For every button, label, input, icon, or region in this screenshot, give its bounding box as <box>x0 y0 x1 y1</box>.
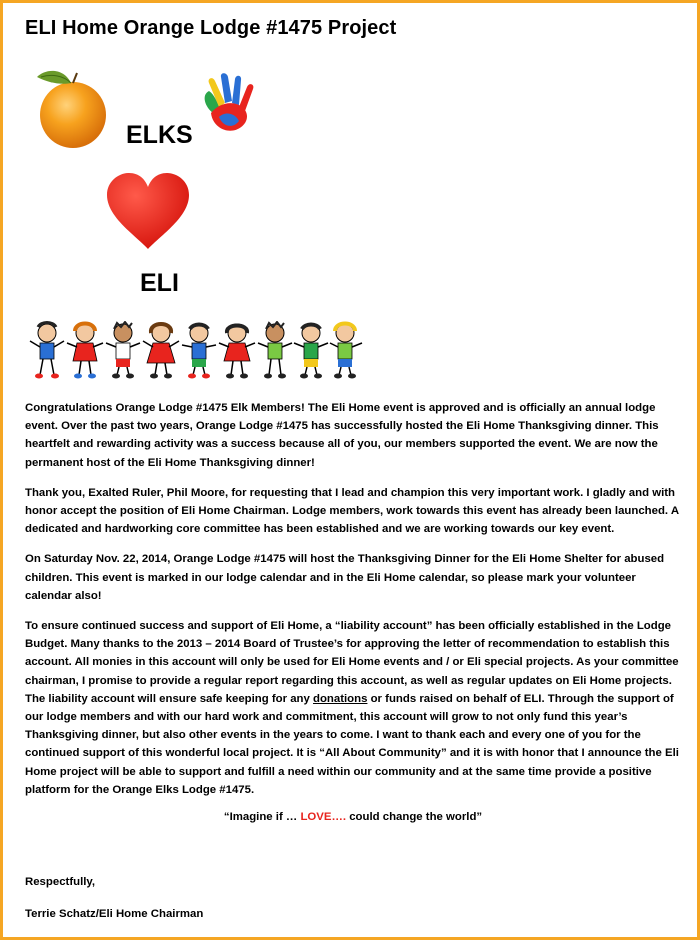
quote-text: “Imagine if … <box>223 811 301 823</box>
signature: Terrie Schatz/Eli Home Chairman <box>25 908 204 920</box>
handprint-icon <box>195 73 259 139</box>
word-elks: ELKS <box>126 121 193 149</box>
child-figure <box>294 324 328 379</box>
word-eli: ELI <box>140 269 179 297</box>
letter-body <box>25 399 685 811</box>
paragraph-liability-account <box>25 617 685 799</box>
closing-salutation: Respectfully, <box>25 876 96 888</box>
child-figure <box>219 324 255 379</box>
donations-link-text: donations <box>313 692 368 705</box>
page-title: ELI Home Orange Lodge #1475 Project <box>25 17 397 39</box>
paragraph-text: To ensure continued success and support of Eli Home, a “liability account” has been officially established in the Lodge Budget. Many thanks to the 2013 – 2014 Board of Trustee’s for approving the letter of recommendation to establish this account. All monies in this account will only be used for Eli Home events and / or Eli special projects. As your committee chairman, I promise to provide a regular report regarding this account, as well as regular updates on Eli Home projects. The liability account will ensure safe keeping for any <box>25 620 679 705</box>
child-figure <box>143 324 179 379</box>
child-figure <box>30 323 64 379</box>
paragraph-thank-you: Thank you, Exalted Ruler, Phil Moore, for requesting that I lead and champion this very important work. I gladly and with honor accept the position of Eli Home Chairman. Lodge members, work towards this event has already been launched. A dedicated and hardworking core committee has been established and we are working towards our key event. <box>25 486 679 536</box>
closing-quote <box>3 811 700 823</box>
child-figure <box>258 322 292 379</box>
child-figure <box>106 322 140 379</box>
child-figure <box>330 324 362 379</box>
quote-text: could change the world” <box>346 811 483 823</box>
paragraph-event-date: On Saturday Nov. 22, 2014, Orange Lodge #1475 will host the Thanksgiving Dinner for the Eli Home Shelter for abused children. This event is marked in our lodge calendar and in the Eli Home calendar, so please mark your volunteer calendar also! <box>25 553 665 602</box>
paragraph-congratulations: Congratulations Orange Lodge #1475 Elk Members! The Eli Home event is approved and is officially an annual lodge event. Over the past two years, Orange Lodge #1475 has successfully hosted the Eli Home Thanksgiving dinner. This heartfelt and rewarding activity was a success because all of you, our members supported the event. We are now the permanent host of the Eli Home Thanksgiving dinner! <box>25 402 659 469</box>
children-icon <box>27 321 367 381</box>
child-figure <box>182 324 216 379</box>
orange-icon <box>33 63 113 153</box>
quote-love: LOVE…. <box>300 811 347 823</box>
child-figure <box>67 324 103 379</box>
heart-icon <box>105 173 191 251</box>
paragraph-text: or funds raised on behalf of ELI. Through the support of our lodge members and with our hard work and commitment, this account will grow to not only fund this year’s Thanksgiving dinner, but also other events in the years to come. I want to thank each and every one of you for the continued support of this wonderful local project. It is “All About Community” and it is with honor that I announce the Eli Home project will be able to support and fulfill a need within our community and at the same time provide a positive platform for the Orange Elks Lodge #1475. <box>25 692 679 796</box>
